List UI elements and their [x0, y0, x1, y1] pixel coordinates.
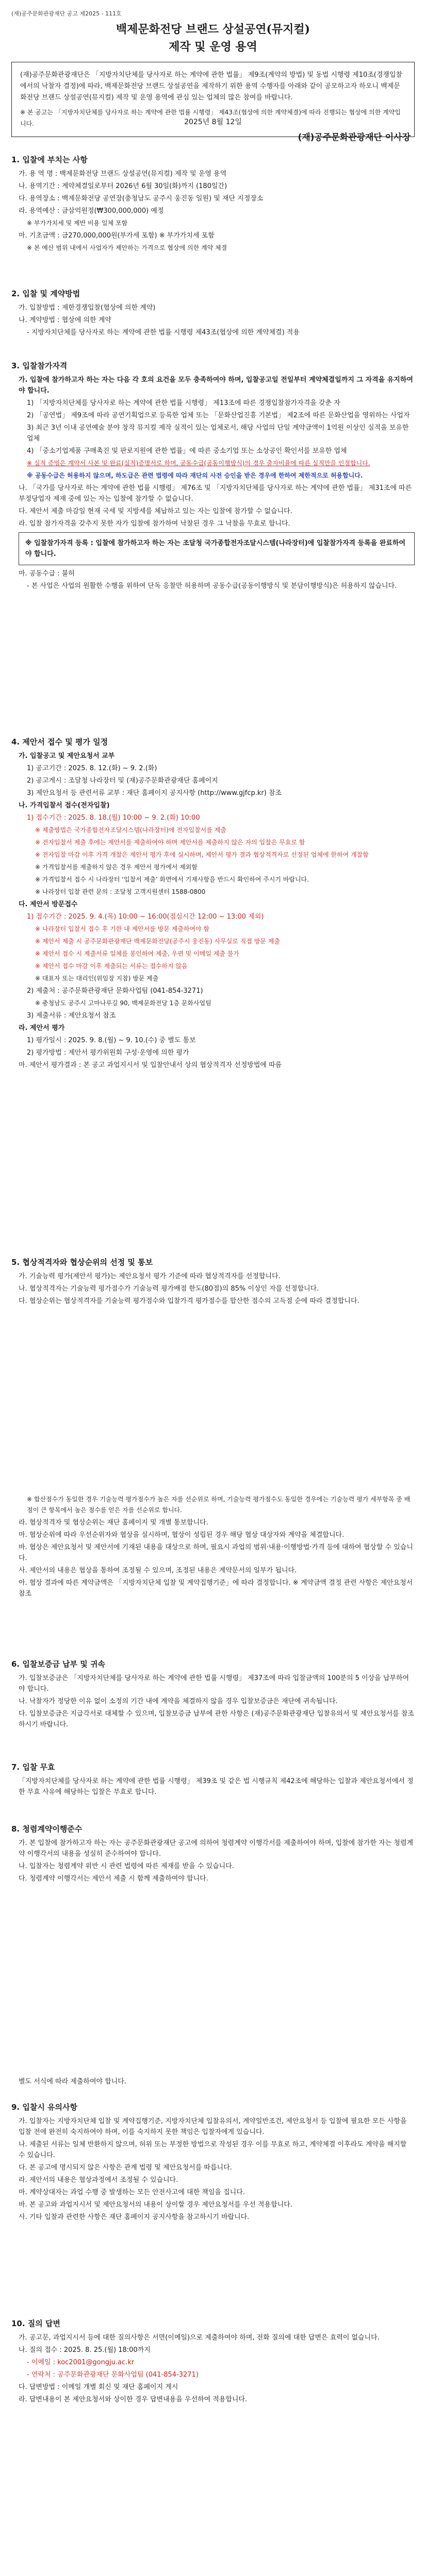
section-5 [11, 1257, 415, 1308]
section-4-item: ※ 전자입찰 마감 이후 가격 개찰은 제안서 평가 후에 실시하며, 제안서 평가 결과 협상적격자로 선정된 업체에 한하여 개찰함 [35, 851, 369, 858]
section-4 [11, 737, 415, 1072]
section-3-intro: 가. 입찰에 참가하고자 하는 자는 다음 각 호의 요건을 모두 충족하여야 하며, 입찰공고일 전일부터 계약체결일까지 그 자격을 유지하여야 합니다. [19, 376, 413, 395]
section-8-title: 8. 청렴계약이행준수 [11, 1824, 83, 1834]
section-3-item: 4) 「중소기업제품 구매촉진 및 판로지원에 관한 법률」에 따른 중소기업 또는 소상공인 확인서를 보유한 업체 [27, 447, 347, 455]
section-5-item: 라. 협상적격자 및 협상순위는 재단 홈페이지 및 개별 통보합니다. [19, 1519, 208, 1527]
section-6-item: 나. 낙찰자가 정당한 이유 없이 소정의 기간 내에 계약을 체결하지 않을 경우 입찰보증금은 재단에 귀속됩니다. [19, 1698, 338, 1705]
section-1-item: 마. 기초금액 : 금270,000,000원(부가세 포함) ※ 부가가치세 포함 [19, 232, 215, 240]
section-5-item: 다. 협상순위는 협상적격자를 기술능력 평가점수와 입찰가격 평가점수를 합산한 점수의 고득점 순에 따라 결정합니다. [19, 1297, 359, 1305]
section-9-item: 나. 제출된 서류는 일체 반환하지 않으며, 허위 또는 부정한 방법으로 작성된 경우 이를 무효로 하고, 계약체결 이후라도 계약을 해지할 수 있습니다. [19, 2141, 407, 2159]
section-4-item: 3) 제안요청서 등 관련서류 교부 : 재단 홈페이지 공지사항 (http://www.gjfcp.kr) 참조 [27, 789, 282, 797]
section-3-red-note: ※ 실적 증빙은 계약서 사본 및 완료(실적)증명서로 하며, 공동수급(공동이행방식)의 경우 출자비율에 따른 실적만을 인정합니다. [27, 460, 370, 467]
section-5-item: 사. 제안서의 내용은 협상을 통하여 조정될 수 있으며, 조정된 내용은 계약문서의 일부가 됩니다. [19, 1567, 297, 1574]
section-9-item: 사. 기타 입찰과 관련한 사항은 재단 홈페이지 공지사항을 참고하시기 바랍니다. [19, 2213, 250, 2221]
section-4-item: ※ 가격입찰서를 제출하지 않은 경우 제안서 평가에서 제외함 [35, 863, 198, 871]
section-4-item: 2) 제출처 : 공주문화관광재단 문화사업팀 (041-854-3271) [27, 987, 203, 995]
section-7-title: 7. 입찰 무효 [11, 1762, 55, 1772]
section-2-item: 가. 입찰방법 : 제한경쟁입찰(협상에 의한 계약) [19, 304, 156, 312]
section-7 [11, 1762, 415, 1799]
section-3-item: 라. 입찰 참가자격을 갖추지 못한 자가 입찰에 참가하여 낙찰된 경우 그 낙찰을 무효로 합니다. [19, 520, 290, 528]
section-9-item: 라. 제안서의 내용은 협상과정에서 조정될 수 있습니다. [19, 2176, 178, 2184]
section-10-item: 가. 공고문, 과업지시서 등에 대한 질의사항은 서면(이메일)으로 제출하여야 하며, 전화 질의에 대한 답변은 효력이 없습니다. [19, 2334, 380, 2342]
section-1-item: 나. 용역기간 : 계약체결일로부터 2026년 6월 30일(화)까지 (180일간) [19, 182, 227, 190]
notice-date: 2025년 8월 12일 [184, 118, 242, 126]
section-6-item: 다. 입찰보증금은 지급각서로 대체할 수 있으며, 입찰보증금 납부에 관한 사항은 (재)공주문화관광재단 입찰유의서 및 제안요청서를 참조하시기 바랍니다. [19, 1710, 414, 1728]
section-1-item: ※ 본 예산 범위 내에서 사업자가 제안하는 가격으로 협상에 의한 계약 체결 [27, 244, 227, 251]
section-3-item: - 본 사업은 사업의 원활한 수행을 위하여 단독 응찰만 허용하며 공동수급(공동이행방식 및 분담이행방식)은 허용하지 않습니다. [27, 582, 397, 590]
section-3-box-note: ※ 입찰참가자격 등록 : 입찰에 참가하고자 하는 자는 조달청 국가종합전자조달시스템(나라장터)에 입찰참가자격 등록을 완료하여야 합니다. [19, 532, 415, 565]
section-4-item: 3) 제출서류 : 제안요청서 참조 [27, 1012, 116, 1020]
section-2-item: - 지방자치단체를 당사자로 하는 계약에 관한 법률 시행령 제43조(협상에 의한 계약체결) 적용 [27, 329, 300, 336]
section-4-item: 1) 평가일시 : 2025. 9. 8.(월) ~ 9. 10.(수) 중 별도 통보 [27, 1037, 196, 1044]
section-2-title: 2. 입찰 및 계약방법 [11, 289, 80, 298]
title-line-1: 백제문화전당 브랜드 상설공연(뮤지컬) [116, 23, 310, 36]
section-4-item: ※ 나라장터 입찰서 접수 후 기한 내 제안서를 방문 제출하여야 함 [35, 925, 210, 933]
section-4-title: 4. 제안서 접수 및 평가 일정 [11, 737, 108, 747]
section-10-email: - 이메일 : koc2001@gongju.ac.kr [27, 2359, 135, 2366]
issuer: (재)공주문화관광재단 이사장 [298, 132, 411, 143]
intro-note: ※ 본 공고는 「지방자치단체를 당사자로 하는 계약에 관한 법률 시행령」 제43조(협상에 의한 계약체결)에 따라 진행되는 협상에 의한 계약입니다. [20, 109, 401, 127]
section-7-item: 「지방자치단체를 당사자로 하는 계약에 관한 법률 시행령」 제39조 및 같은 법 시행규칙 제42조에 해당하는 입찰과 제안요청서에서 정한 무효 사유에 해당하는 입찰은 무효로 합니다. [19, 1777, 414, 1796]
section-4-item: 1) 공고기간 : 2025. 8. 12.(화) ~ 9. 2.(화) [27, 765, 157, 772]
section-2 [11, 289, 415, 340]
section-3-item: 2) 「공연법」 제9조에 따라 공연기획업으로 등록한 업체 또는 「문화산업진흥 기본법」 제2조에 따른 문화산업을 영위하는 사업자 [27, 412, 410, 419]
section-4-item: ※ 나라장터 입찰 관련 문의 : 조달청 고객지원센터 1588-0800 [35, 888, 206, 895]
section-10-item: 라. 답변내용이 본 제안요청서와 상이한 경우 답변내용을 우선하여 적용합니다. [19, 2396, 248, 2403]
section-2-item: 나. 계약방법 : 협상에 의한 계약 [19, 316, 111, 324]
section-10 [11, 2318, 415, 2406]
section-10-phone: - 연락처 : 공주문화관광재단 문화사업팀 (041-854-3271) [27, 2371, 199, 2379]
section-1-item: 라. 용역예산 : 금삼억원정(₩300,000,000) 예정 [19, 207, 164, 215]
section-5-item: 마. 협상순위에 따라 우선순위자와 협상을 실시하며, 협상이 성립된 경우 해당 협상 대상자와 계약을 체결합니다. [19, 1531, 345, 1539]
section-4-item: ※ 제안서 제출 시 공주문화관광재단 백제문화전당(공주시 웅진동) 사무실로 직접 방문 제출 [35, 938, 280, 945]
section-8 [11, 1824, 415, 1886]
section-4-item: ※ 가격입찰서 접수 시 나라장터 ‘입찰서 제출’ 화면에서 기재사항을 반드시 확인하여 주시기 바랍니다. [35, 876, 309, 883]
section-4-item: 나. 가격입찰서 접수(전자입찰) [19, 802, 110, 809]
section-9-item: 바. 본 공고와 과업지시서 및 제안요청서의 내용이 상이할 경우 제안요청서를 우선 적용합니다. [19, 2201, 292, 2209]
section-5-item: 아. 협상 결과에 따른 계약금액은 「지방자치단체 입찰 및 계약집행기준」에 따라 결정합니다. ※ 계약금액 결정 관련 사항은 제안요청서 참조 [19, 1579, 413, 1598]
section-10-item: 나. 질의 접수 : 2025. 8. 25.(월) 18:00까지 [19, 2346, 151, 2354]
section-3-item: 마. 공동수급 : 불허 [19, 570, 75, 578]
section-3-item: 다. 제안서 제출 마감일 현재 국세 및 지방세를 체납하고 있는 자는 입찰에 참가할 수 없습니다. [19, 507, 292, 515]
section-3-item: 3) 최근 3년 이내 공연예술 분야 창작 뮤지컬 제작 실적이 있는 업체로서, 해당 사업의 단일 계약금액이 1억원 이상인 실적을 보유한 업체 [27, 424, 409, 443]
section-1-item: 가. 용 역 명 : 백제문화전당 브랜드 상설공연(뮤지컬) 제작 및 운영 용역 [19, 170, 227, 178]
section-4-item: 1) 접수기간 : 2025. 9. 4.(목) 10:00 ~ 16:00(점심시간 12:00 ~ 13:00 제외) [27, 913, 264, 921]
section-4-item: ※ 충청남도 공주시 고마나루길 90, 백제문화전당 1층 문화사업팀 [35, 999, 211, 1007]
title-line-2: 제작 및 운영 용역 [169, 40, 257, 54]
section-9 [11, 2102, 415, 2224]
section-5-item: 나. 협상적격자는 기술능력 평가점수가 기술능력 평가배점 한도(80점)의 85% 이상인 자를 선정합니다. [19, 1285, 319, 1293]
section-6 [11, 1659, 415, 1732]
section-10-item: 다. 답변방법 : 이메일 개별 회신 및 재단 홈페이지 게시 [19, 2383, 178, 2391]
notice-title [88, 21, 338, 56]
section-5-item: ※ 합산점수가 동일한 경우 기술능력 평가점수가 높은 자를 선순위로 하며, 기술능력 평가점수도 동일한 경우에는 기술능력 평가 세부항목 중 배점이 큰 항목에서 높은 점수를 얻은 자를 선순위로 합니다. [27, 1496, 411, 1514]
section-4-item: 2) 평가방법 : 제안서 평가위원회 구성·운영에 의한 평가 [27, 1049, 189, 1057]
section-3 [11, 361, 415, 593]
section-4-item: 2) 공고게시 : 조달청 나라장터 및 (재)공주문화관광재단 홈페이지 [27, 777, 218, 785]
section-8-tail: 별도 서식에 따라 제출하여야 합니다. [19, 2078, 127, 2086]
section-1 [11, 155, 415, 255]
section-4-item: 다. 제안서 방문접수 [19, 901, 78, 908]
section-9-item: 가. 입찰자는 지방자치단체 입찰 및 계약집행기준, 지방자치단체 입찰유의서, 계약일반조건, 제안요청서 등 입찰에 필요한 모든 사항을 입찰 전에 완전히 숙지하여야 하며, 이를 숙지하지 못한 책임은 입찰자에게 있습니다. [19, 2117, 407, 2136]
section-5-item: 바. 협상은 제안요청서 및 제안서에 기재된 내용을 대상으로 하며, 필요시 과업의 범위·내용·이행방법·가격 등에 대하여 협상할 수 있습니다. [19, 1544, 413, 1562]
section-9-title: 9. 입찰시 유의사항 [11, 2103, 78, 2112]
section-9-item: 마. 계약상대자는 과업 수행 중 발생하는 모든 안전사고에 대한 책임을 집니다. [19, 2189, 245, 2196]
section-4-item: ※ 전자입찰서 제출 후에는 제안서를 제출하여야 하며 제안서를 제출하지 않은 자의 입찰은 무효로 함 [35, 839, 305, 846]
section-4-item: 마. 제안서 평가결과 : 본 공고 과업지시서 및 입찰안내서 상의 협상적격자 선정방법에 따름 [19, 1061, 282, 1069]
section-4-item: 가. 입찰공고 및 제안요청서 교부 [19, 752, 115, 760]
section-6-title: 6. 입찰보증금 납부 및 귀속 [11, 1659, 105, 1669]
section-8-item: 가. 본 입찰에 참가하고자 하는 자는 공주문화관광재단 공고에 의하여 청렴계약 이행각서를 제출하여야 하며, 입찰에 참가한 자는 청렴계약 이행각서의 내용을 성실히 준수하여야 합니다. [19, 1839, 414, 1858]
section-4-item: ※ 제안서 접수 마감 이후 제출되는 서류는 접수하지 않음 [35, 962, 188, 970]
section-8-continued [11, 2076, 415, 2089]
section-4-item: ※ 대표자 또는 대리인(위임장 지참) 방문 제출 [35, 975, 159, 982]
section-3-title: 3. 입찰참가자격 [11, 361, 68, 370]
section-3-item: 나. 「국가를 당사자로 하는 계약에 관한 법률 시행령」 제76조 및 「지방자치단체를 당사자로 하는 계약에 관한 법률」 제31조에 따른 부정당업자 제재 중에 있는 자는 입찰에 참가할 수 없습니다. [19, 484, 412, 503]
section-5-item: 가. 기술능력 평가(제안서 평가)는 제안요청서 평가 기준에 따라 협상적격자를 선정합니다. [19, 1273, 281, 1280]
section-1-item: ※ 부가가치세 및 제반 비용 일체 포함 [27, 219, 128, 227]
document-number: (재)공주문화관광재단 공고 제2025 - 111호 [11, 10, 122, 17]
section-4-item: 1) 접수기간 : 2025. 8. 18.(월) 10:00 ~ 9. 2.(화) 10:00 [27, 814, 200, 822]
section-6-item: 가. 입찰보증금은 「지방자치단체를 당사자로 하는 계약에 관한 법률 시행령」 제37조에 따라 입찰금액의 100분의 5 이상을 납부하여야 합니다. [19, 1674, 409, 1693]
section-4-item: 라. 제안서 평가 [19, 1024, 65, 1032]
section-8-item: 나. 입찰자는 청렴계약 위반 시 관련 법령에 따른 제재를 받을 수 있습니다. [19, 1862, 234, 1870]
section-4-item: ※ 제출방법은 국가종합전자조달시스템(나라장터)에 전자입찰서를 제출 [35, 826, 226, 834]
section-10-title: 10. 질의 답변 [11, 2319, 60, 2328]
section-3-item: 1) 「지방자치단체를 당사자로 하는 계약에 관한 법률 시행령」 제13조에 따른 경쟁입찰참가자격을 갖춘 자 [27, 399, 340, 407]
section-5-continued [11, 1494, 415, 1601]
section-8-item: 다. 청렴계약 이행각서는 제안서 제출 시 함께 제출하여야 합니다. [19, 1875, 208, 1883]
section-9-item: 다. 본 공고에 명시되지 않은 사항은 관계 법령 및 제안요청서를 따릅니다. [19, 2164, 232, 2172]
section-1-title: 1. 입찰에 부치는 사항 [11, 155, 88, 164]
section-4-item: ※ 제안서 접수 시 제출서류 일체를 봉인하여 제출, 우편 및 이메일 제출 불가 [35, 950, 239, 957]
section-1-item: 다. 용역장소 : 백제문화전당 공연장(충청남도 공주시 웅진동 일원) 및 재단 지정장소 [19, 195, 264, 202]
section-3-blue-note: ※ 공동수급은 허용하지 않으며, 하도급은 관련 법령에 따라 재단의 사전 승인을 받은 경우에 한하여 제한적으로 허용합니다. [27, 472, 363, 479]
section-5-title: 5. 협상적격자와 협상순위의 선정 및 통보 [11, 1258, 153, 1267]
intro-text: (재)공주문화관광재단은 「지방자치단체를 당사자로 하는 계약에 관한 법률」 제9조(계약의 방법) 및 동법 시행령 제10조(경쟁입찰에서의 낙찰자 결정)에 따라, 백제문화전당 브랜드 상설공연을 제작하기 위한 용역 수행자를 아래와 같이 공모하고자 하오니 백제문화전당 브랜드 상설공연(뮤지컬) 제작 및 운영 용역에 관심 있는 업체의 많은 참여를 바랍니다. [20, 71, 403, 101]
